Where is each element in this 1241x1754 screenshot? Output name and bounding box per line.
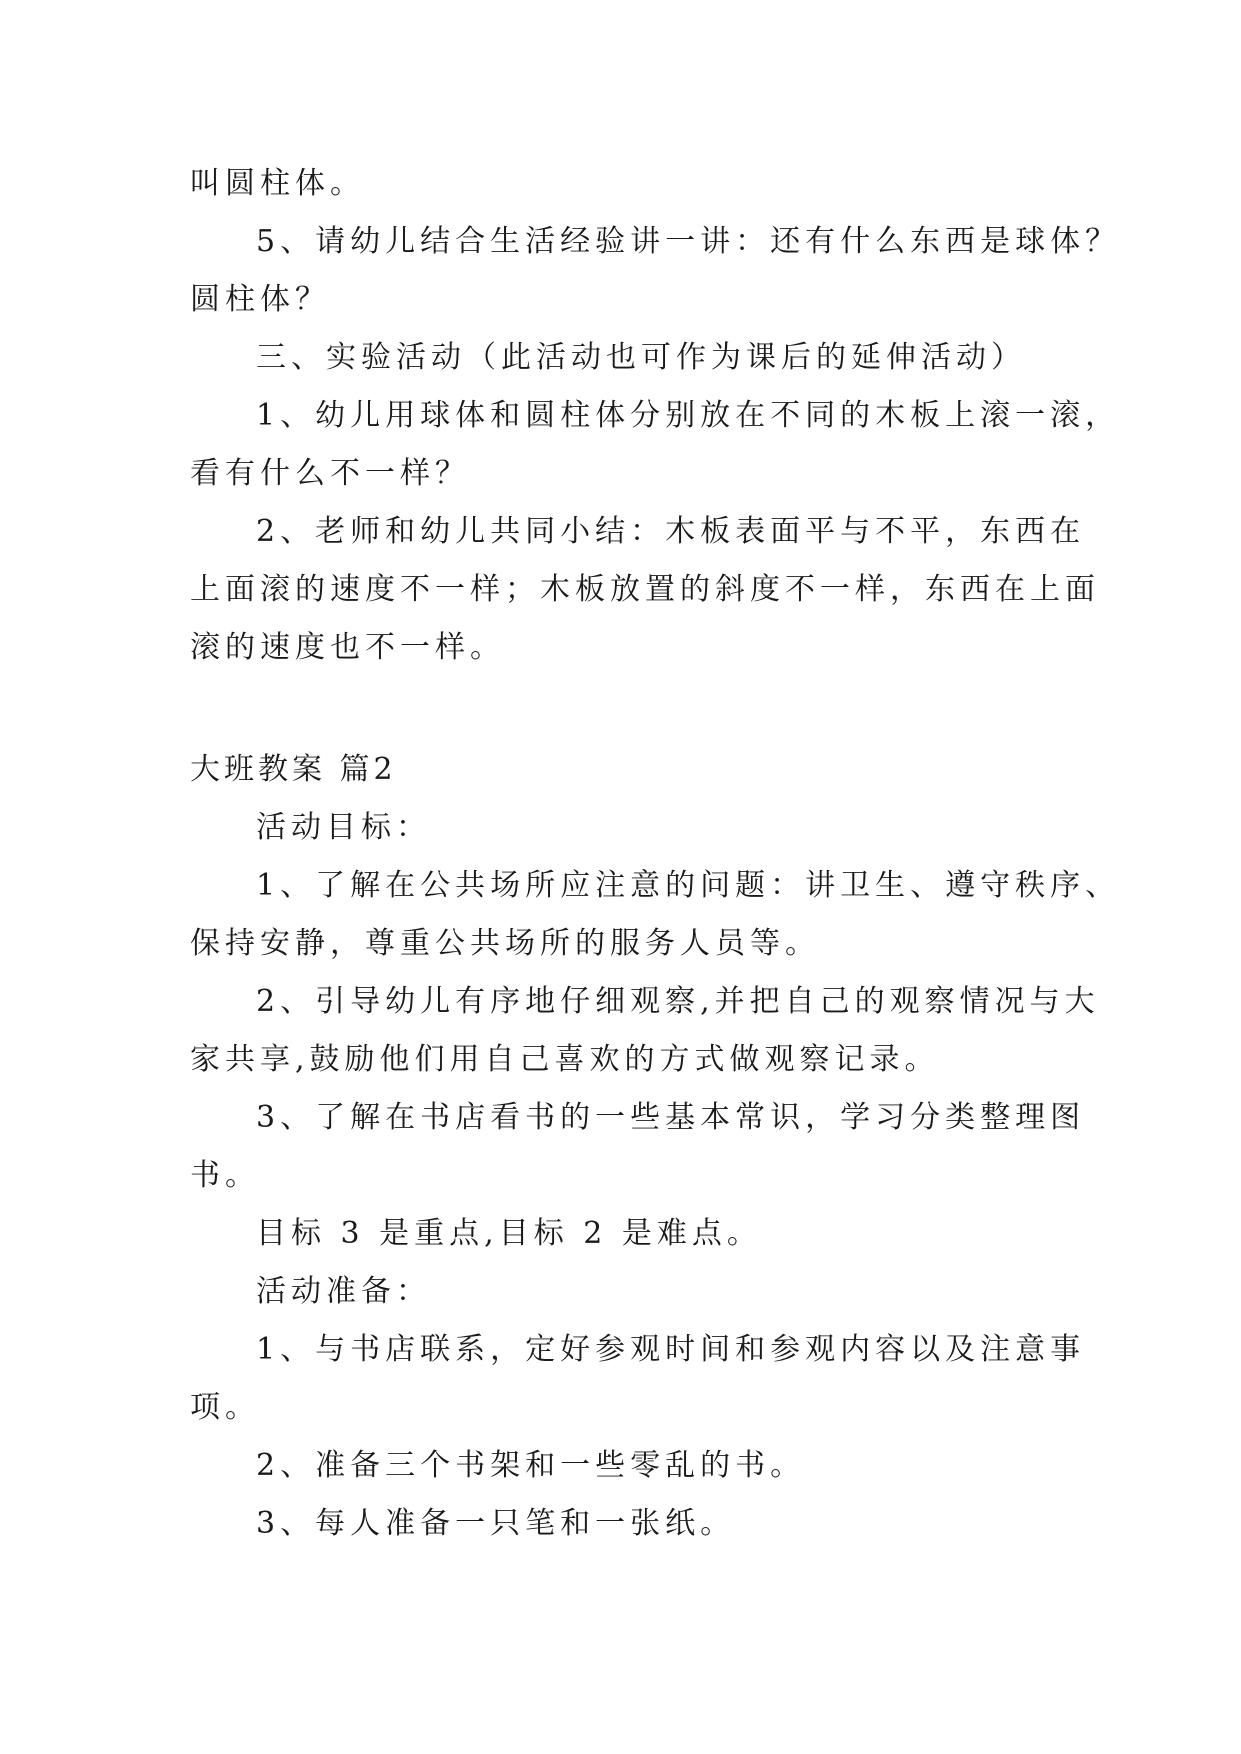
text-line: 保持安静，尊重公共场所的服务人员等。 xyxy=(190,926,820,961)
text-line: 5、请幼儿结合生活经验讲一讲：还有什么东西是球体？ xyxy=(256,224,1121,259)
text-line: 圆柱体？ xyxy=(190,282,330,317)
text-line: 看有什么不一样？ xyxy=(190,456,470,491)
text-line: 3、每人准备一只笔和一张纸。 xyxy=(256,1506,736,1541)
paragraph-gap xyxy=(190,677,1070,741)
text-line: 滚的速度也不一样。 xyxy=(190,630,505,665)
text-line: 1、了解在公共场所应注意的问题：讲卫生、遵守秩序、 xyxy=(256,868,1121,903)
section-heading: 活动目标： xyxy=(256,810,431,845)
section-heading: 活动准备： xyxy=(256,1274,431,1309)
lesson-title: 大班教案 篇2 xyxy=(190,752,397,787)
text-line: 书。 xyxy=(190,1158,260,1193)
text-line: 1、幼儿用球体和圆柱体分别放在不同的木板上滚一滚， xyxy=(256,398,1121,433)
text-line: 家共享,鼓励他们用自己喜欢的方式做观察记录。 xyxy=(190,1042,940,1077)
text-line: 3、了解在书店看书的一些基本常识，学习分类整理图 xyxy=(256,1100,1086,1135)
text-line: 叫圆柱体。 xyxy=(190,166,365,201)
text-line: 项。 xyxy=(190,1390,260,1425)
text-line: 上面滚的速度不一样；木板放置的斜度不一样，东西在上面 xyxy=(190,572,1100,607)
text-line: 目标 3 是重点,目标 2 是难点。 xyxy=(256,1216,762,1251)
document-body xyxy=(190,155,1121,1553)
text-line: 2、老师和幼儿共同小结：木板表面平与不平，东西在 xyxy=(256,514,1086,549)
text-line: 2、引导幼儿有序地仔细观察,并把自己的观察情况与大 xyxy=(256,984,1100,1019)
text-line: 1、与书店联系，定好参观时间和参观内容以及注意事 xyxy=(256,1332,1086,1367)
text-line: 2、准备三个书架和一些零乱的书。 xyxy=(256,1448,806,1483)
section-heading: 三、实验活动（此活动也可作为课后的延伸活动） xyxy=(256,340,1026,375)
